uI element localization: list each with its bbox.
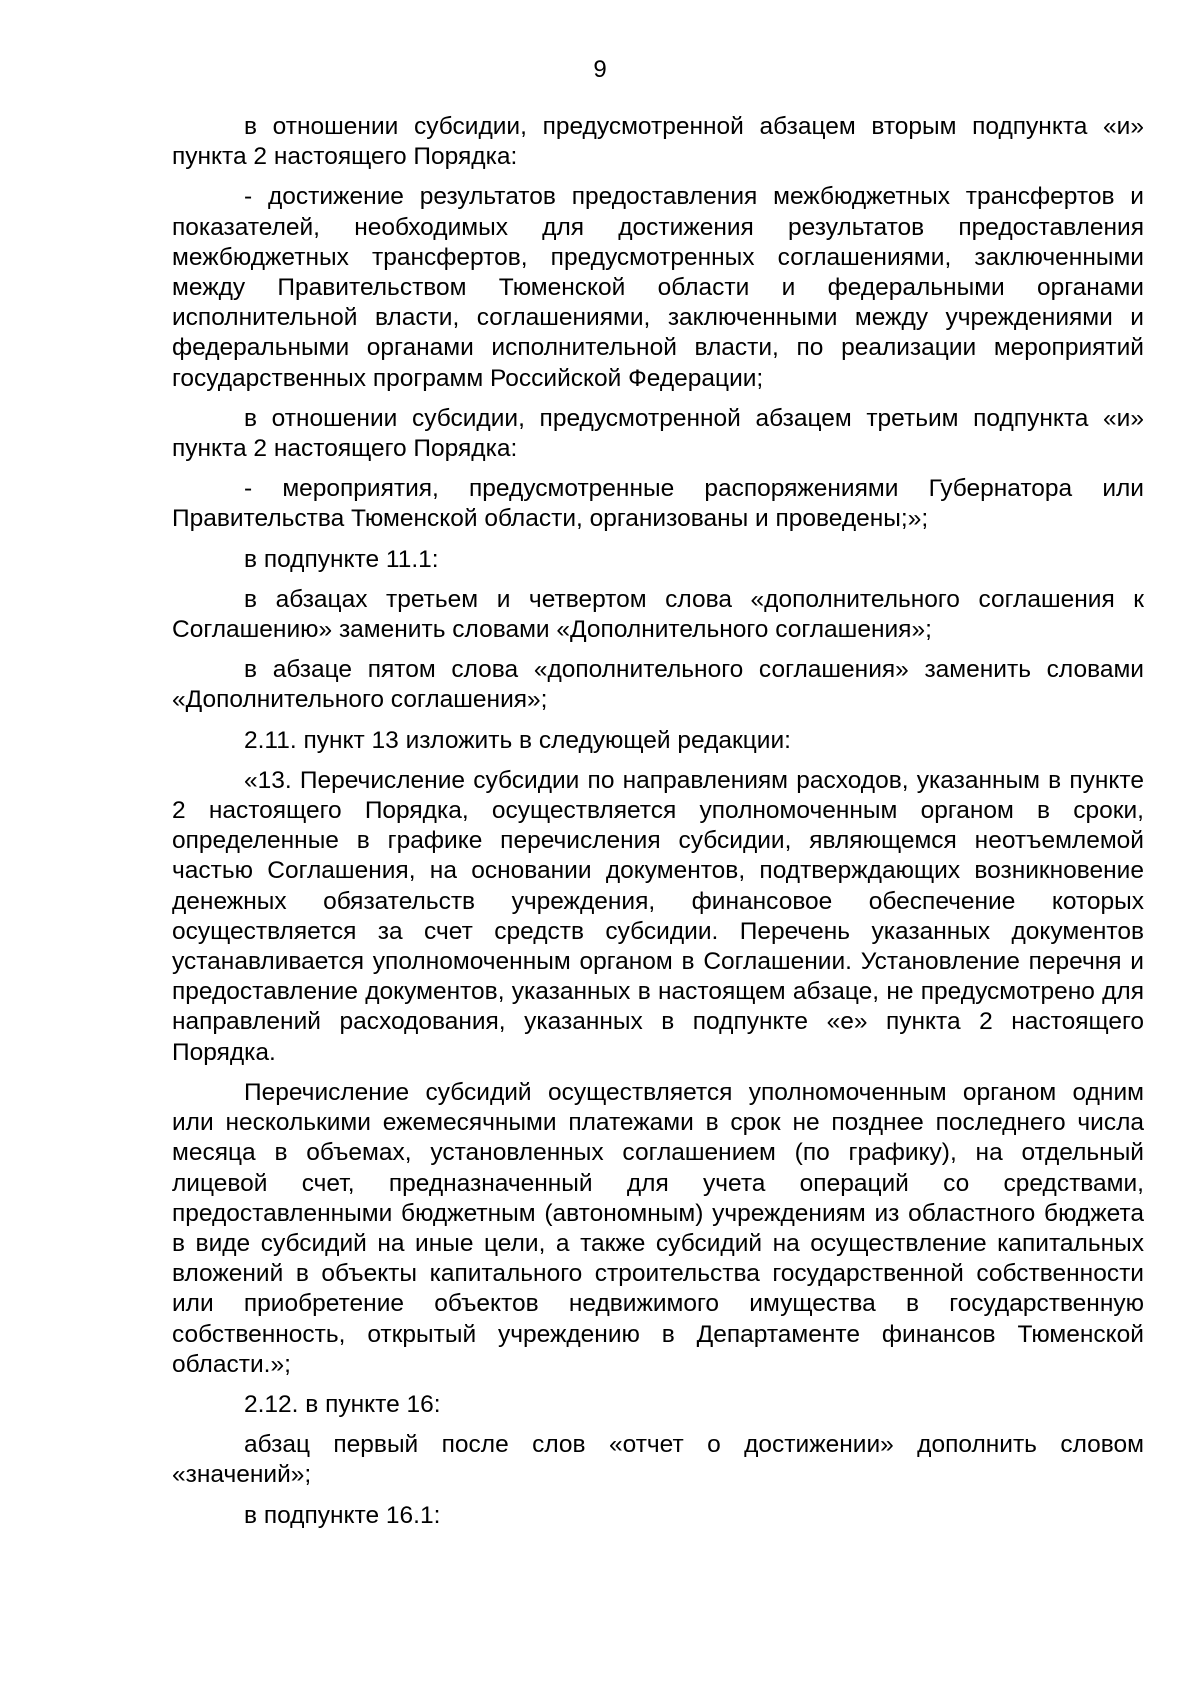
paragraph-subitem-16-1: в подпункте 16.1: [244,1501,441,1529]
paragraph-achievement-results: - достижение результатов предоставления межбюджетных трансфертов и показателей, необходимых для достижения результатов предоставления межбюджетных трансфертов, предусмотренных соглашениями, заключенными между Правительством Тюменской области и федеральными органами исполнительной власти, соглашениями, заключенными между учреждениями и федеральными органами исполнительной власти, по реализации мероприятий государственных программ Российской Федерации; [172,183,1144,392]
paragraph-subitem-11-1: в подпункте 11.1: [244,545,439,573]
paragraph-events-governor: - мероприятия, предусмотренные распоряжениями Губернатора или Правительства Тюменской области, организованы и проведены;»; [172,475,1144,533]
paragraph-subsidy-third: в отношении субсидии, предусмотренной абзацем третьим подпункта «и» пункта 2 настоящего Порядка: [172,404,1144,463]
paragraph-2-12: 2.12. в пункте 16: [244,1390,441,1418]
paragraph-paragraph-five: в абзаце пятом слова «дополнительного соглашения» заменить словами «Дополнительного соглашения»; [172,656,1144,714]
document-body [172,112,1144,1541]
paragraph-first-paragraph-addition: абзац первый после слов «отчет о достижении» дополнить словом «значений»; [172,1431,1144,1489]
page-number: 9 [593,56,607,83]
paragraph-2-11: 2.11. пункт 13 изложить в следующей редакции: [244,726,791,754]
paragraph-item-13: «13. Перечисление субсидии по направлениям расходов, указанным в пункте 2 настоящего Порядка, осуществляется уполномоченным органом в сроки, определенные в графике перечисления субсидии, являющемся неотъемлемой частью Соглашения, на основании документов, подтверждающих возникновение денежных обязательств учреждения, финансовое обеспечение которых осуществляется за счет средств субсидии. Перечень указанных документов устанавливается уполномоченным органом в Соглашении. Установление перечня и предоставление документов, указанных в настоящем абзаце, не предусмотрено для направлений расходования, указанных в подпункте «е» пункта 2 настоящего Порядка. [172,766,1144,1066]
paragraph-subsidy-second: в отношении субсидии, предусмотренной абзацем вторым подпункта «и» пункта 2 настоящего Порядка: [172,113,1144,171]
paragraph-paragraphs-three-four: в абзацах третьем и четвертом слова «дополнительного соглашения к Соглашению» заменить словами «Дополнительного соглашения»; [172,585,1144,644]
paragraph-transfer-subsidies: Перечисление субсидий осуществляется уполномоченным органом одним или несколькими ежемесячными платежами в срок не позднее последнего числа месяца в объемах, установленных соглашением (по графику), на отдельный лицевой счет, предназначенный для учета операций со средствами, предоставленными бюджетным (автономным) учреждениям из областного бюджета в виде субсидий на иные цели, а также субсидий на осуществление капитальных вложений в объекты капитального строительства государственной собственности или приобретение объектов недвижимого имущества в государственную собственность, открытый учреждению в Департаменте финансов Тюменской области.»; [172,1078,1144,1378]
